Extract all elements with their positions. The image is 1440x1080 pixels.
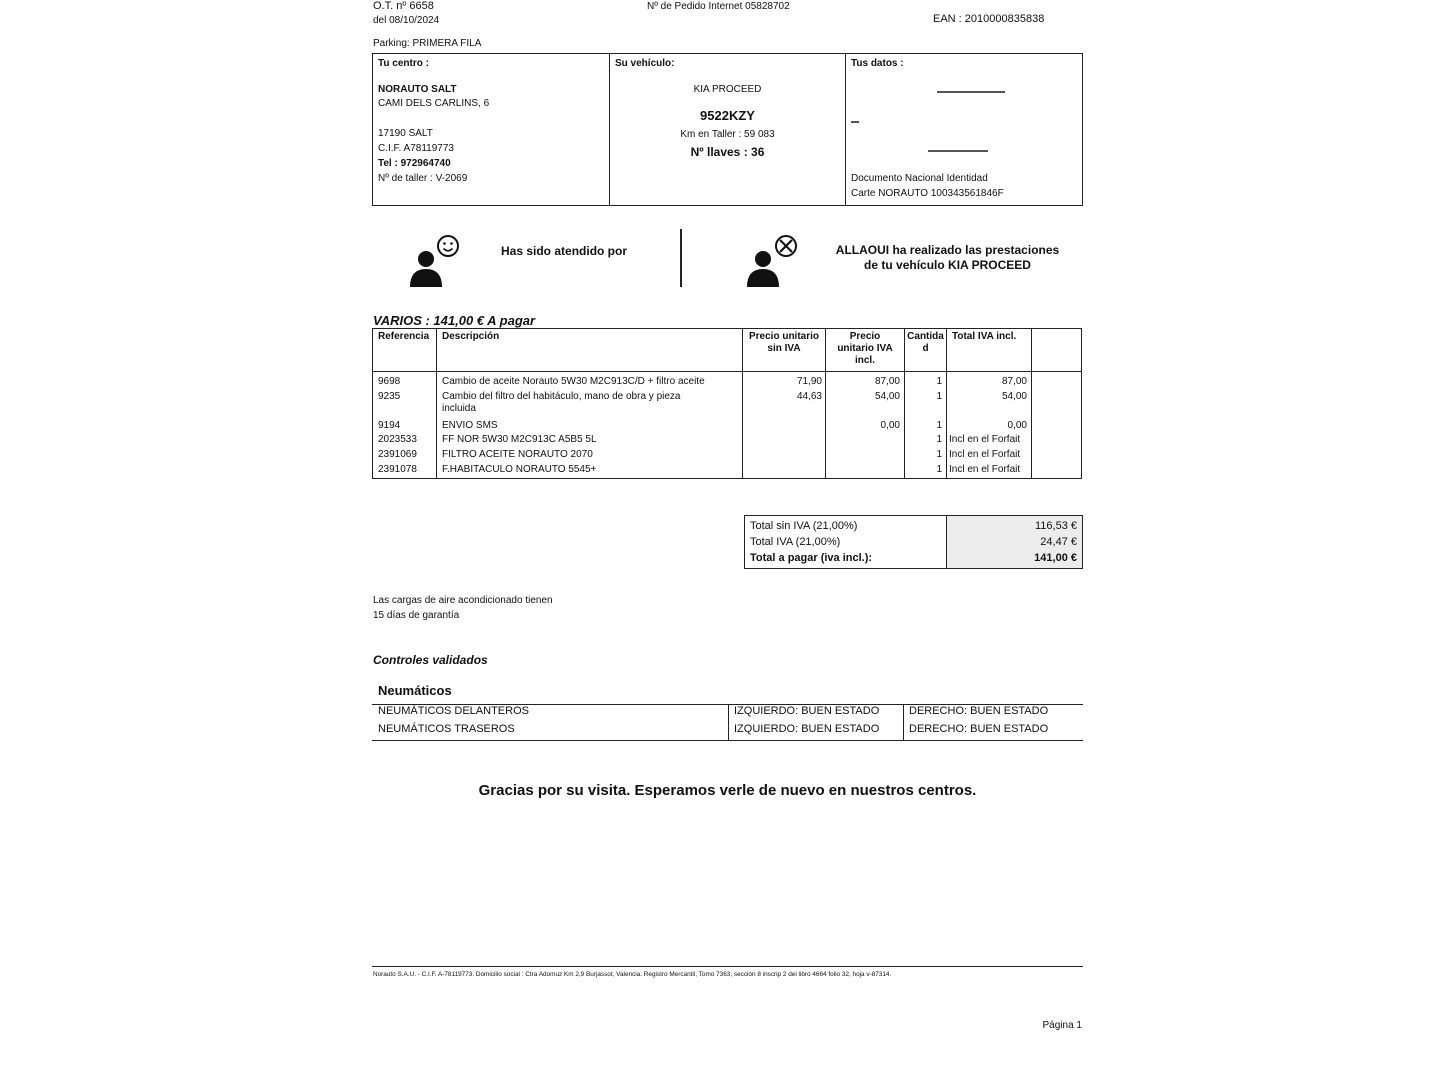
table-column-divider [946,328,947,479]
page-number: Página 1 [1042,1020,1082,1031]
control-name: NEUMÁTICOS DELANTEROS [378,705,529,717]
header-unit-price-vat [826,331,904,367]
header-reference: Referencia [378,331,430,342]
total-to-pay-label: Total a pagar (iva incl.): [750,552,873,564]
vehicle-keys: Nº llaves : 36 [690,145,765,159]
total-vat-label: Total IVA (21,00%) [750,536,841,548]
centre-phone: Tel : 972964740 [378,158,451,169]
row-quantity: 1 [936,449,942,460]
footer-legal: Norauto S.A.U. - C.I.F. A-78119773. Domicilio social : Ctra Adomuz Km 2,9 Burjassot, Valencia. Registro Mercantil, Tomo 7363, sección 8 inscrip 2 del libro 4664 folio 32, hoja v-87314. [373,971,892,978]
header-unit-price-no-vat-line1: Precio unitario [748,331,819,342]
centre-street: CAMI DELS CARLINS, 6 [378,98,490,109]
header-unit-price-no-vat [743,331,825,355]
header-quantity-line2: d [922,343,929,354]
header-total-vat-incl: Total IVA incl. [952,331,1017,342]
controls-subtitle: Neumáticos [378,683,452,698]
table-column-divider [436,328,437,479]
row-unit-price-vat: 87,00 [874,376,900,387]
redacted-field [937,91,1005,93]
centre-heading: Tu centro : [378,58,429,69]
controls-column-divider [903,704,904,740]
control-left-status: IZQUIERDO: BUEN ESTADO [734,723,880,735]
row-description: Cambio de aceite Norauto 5W30 M2C913C/D + filtro aceite [442,376,705,387]
row-description: F.HABITACULO NORAUTO 5545+ [442,464,597,475]
row-description: Cambio del filtro del habitáculo, mano de obra y pieza [442,391,681,402]
row-total: Incl en el Forfait [949,434,1021,445]
total-vat-value: 24,47 € [1040,536,1077,548]
section-title: VARIOS : 141,00 € A pagar [373,313,536,328]
row-description: FILTRO ACEITE NORAUTO 2070 [442,449,593,460]
row-total: 0,00 [1007,420,1027,431]
header-description: Descripción [442,331,500,342]
ot-number: O.T. nº 6658 [373,0,434,12]
control-right-status: DERECHO: BUEN ESTADO [909,723,1049,735]
row-reference: 2391069 [378,449,417,460]
ot-date: del 08/10/2024 [373,15,440,26]
vehicle-plate: 9522KZY [700,108,755,123]
row-total: 54,00 [1001,391,1027,402]
total-no-vat-label: Total sin IVA (21,00%) [750,520,858,532]
info-divider [845,53,846,206]
redacted-field [851,121,859,123]
header-quantity [905,331,946,355]
total-to-pay-value: 141,00 € [1034,552,1077,564]
smiling-person-icon [404,233,464,289]
control-name: NEUMÁTICOS TRASEROS [378,723,515,735]
centre-name: NORAUTO SALT [378,84,457,95]
row-total: Incl en el Forfait [949,449,1021,460]
control-left-status: IZQUIERDO: BUEN ESTADO [734,705,880,717]
row-total: 87,00 [1001,376,1027,387]
row-quantity: 1 [936,420,942,431]
row-description: ENVIO SMS [442,420,498,431]
ean-code: EAN : 2010000835838 [933,13,1045,25]
redacted-field [928,150,988,152]
vehicle-km: Km en Taller : 59 083 [680,129,775,140]
mechanic-statement-line1: ALLAOUI ha realizado las prestaciones [835,243,1060,257]
vehicle-heading: Su vehículo: [615,58,675,69]
row-reference: 9194 [378,420,401,431]
customer-card: Carte NORAUTO 100343561846F [851,188,1004,199]
table-column-divider [1031,328,1032,479]
row-reference: 2023533 [378,434,417,445]
header-quantity-line1: Cantida [907,331,944,342]
thanks-message: Gracias por su visita. Esperamos verle de nuevo en nuestros centros. [478,782,977,799]
mechanic-person-icon [741,233,801,289]
header-unit-price-vat-line2: unitario IVA [837,343,893,354]
centre-cif: C.I.F. A78119773 [378,143,454,154]
centre-workshop-number: Nº de taller : V-2069 [378,173,468,184]
mechanic-statement-line2: de tu vehículo KIA PROCEED [864,258,1031,272]
row-description: FF NOR 5W30 M2C913C A5B5 5L [442,434,597,445]
row-reference: 2391078 [378,464,417,475]
row-quantity: 1 [936,376,942,387]
row-total: Incl en el Forfait [949,464,1021,475]
centre-postal-city: 17190 SALT [378,128,433,139]
row-quantity: 1 [936,391,942,402]
table-header-divider [372,371,1082,372]
row-reference: 9235 [378,391,401,402]
header-unit-price-vat-line3: incl. [854,355,875,366]
customer-document: Documento Nacional Identidad [851,173,988,184]
header-unit-price-vat-line1: Precio [849,331,881,342]
ac-note-line1: Las cargas de aire acondicionado tienen [373,595,553,606]
attended-by-label: Has sido atendido por [501,244,628,258]
control-right-status: DERECHO: BUEN ESTADO [909,705,1049,717]
header-unit-price-no-vat-line2: sin IVA [767,343,801,354]
footer-rule [372,966,1083,967]
row-unit-price-vat: 0,00 [880,420,900,431]
internet-order-number: Nº de Pedido Internet 05828702 [647,1,790,12]
parking-info: Parking: PRIMERA FILA [373,38,482,49]
ac-note-line2: 15 días de garantía [373,610,460,621]
customer-heading: Tus datos : [851,58,904,69]
controls-title: Controles validados [373,653,488,667]
mechanic-statement [820,243,1075,273]
total-no-vat-value: 116,53 € [1034,520,1077,532]
row-quantity: 1 [936,464,942,475]
row-description-continued: incluida [442,403,476,414]
row-unit-price-no-vat: 44,63 [796,391,822,402]
controls-bottom-line [372,740,1083,741]
vehicle-model: KIA PROCEED [693,84,762,95]
row-reference: 9698 [378,376,401,387]
row-unit-price-vat: 54,00 [874,391,900,402]
row-quantity: 1 [936,434,942,445]
controls-column-divider [728,704,729,740]
attended-divider [680,229,682,287]
row-unit-price-no-vat: 71,90 [796,376,822,387]
